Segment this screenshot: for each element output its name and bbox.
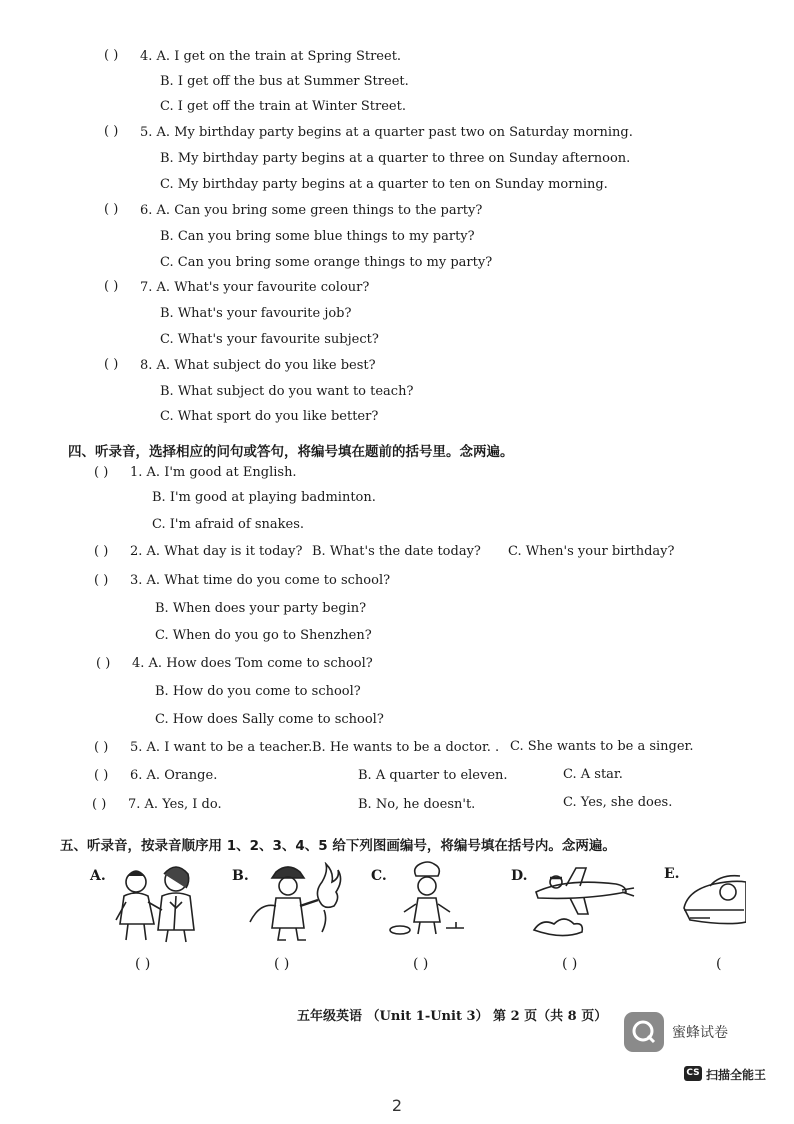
- picture-b-firefighter-icon: [246, 862, 346, 944]
- watermark-text: 蜜蜂试卷: [672, 1025, 728, 1041]
- picture-a-people-icon: [106, 862, 206, 944]
- answer-paren[interactable]: ( ): [104, 124, 119, 139]
- q4-option-c: C. How does Sally come to school?: [155, 712, 384, 727]
- q6-option-c: C. A star.: [563, 767, 623, 782]
- q6-option-b: B. A quarter to eleven.: [358, 768, 508, 783]
- option-a: 7. A. What's your favourite colour?: [140, 280, 370, 295]
- option-b: B. I get off the bus at Summer Street.: [160, 74, 409, 89]
- answer-paren[interactable]: ( ): [104, 357, 119, 372]
- answer-paren[interactable]: ( ): [92, 797, 107, 812]
- option-c: C. What's your favourite subject?: [160, 332, 379, 347]
- option-b: B. What subject do you want to teach?: [160, 384, 414, 399]
- watermark-logo-icon: [624, 1012, 664, 1052]
- option-a: 5. A. My birthday party begins at a quarter past two on Saturday morning.: [140, 125, 633, 140]
- answer-paren[interactable]: ( ): [96, 656, 111, 671]
- q7-option-b: B. No, he doesn't.: [358, 797, 476, 812]
- scanner-text: 扫描全能王: [706, 1068, 767, 1082]
- picture-c-answer-paren[interactable]: ( ): [413, 956, 429, 972]
- q5-option-a: 5. A. I want to be a teacher.: [130, 740, 313, 755]
- option-a: 8. A. What subject do you like best?: [140, 358, 376, 373]
- picture-label-c: C.: [371, 868, 387, 884]
- q1-option-a: 1. A. I'm good at English.: [130, 465, 297, 480]
- option-b: B. Can you bring some blue things to my party?: [160, 229, 475, 244]
- option-c: C. What sport do you like better?: [160, 409, 379, 424]
- answer-paren[interactable]: ( ): [94, 465, 109, 480]
- picture-label-e: E.: [664, 866, 680, 882]
- page-footer: 五年级英语 （Unit 1-Unit 3） 第 2 页（共 8 页）: [297, 1009, 608, 1024]
- q3-option-b: B. When does your party begin?: [155, 601, 367, 616]
- scanner-badge-icon: CS: [684, 1066, 702, 1081]
- page-number: 2: [391, 1096, 403, 1115]
- picture-c-chef-icon: [386, 860, 476, 942]
- q5-option-c: C. She wants to be a singer.: [510, 739, 694, 754]
- answer-paren[interactable]: ( ): [94, 544, 109, 559]
- answer-paren[interactable]: ( ): [104, 202, 119, 217]
- picture-label-a: A.: [90, 868, 106, 884]
- q1-option-c: C. I'm afraid of snakes.: [152, 517, 304, 532]
- answer-paren[interactable]: ( ): [104, 279, 119, 294]
- picture-label-b: B.: [232, 868, 249, 884]
- q7-option-a: 7. A. Yes, I do.: [128, 797, 222, 812]
- q2-option-b: B. What's the date today?: [312, 544, 481, 559]
- q3-option-c: C. When do you go to Shenzhen?: [155, 628, 372, 643]
- q2-option-a: 2. A. What day is it today?: [130, 544, 303, 559]
- option-c: C. Can you bring some orange things to my party?: [160, 255, 493, 270]
- option-b: B. My birthday party begins at a quarter to three on Sunday afternoon.: [160, 151, 631, 166]
- picture-e-car-icon: [680, 860, 746, 942]
- option-c: C. My birthday party begins at a quarter to ten on Sunday morning.: [160, 177, 608, 192]
- q4-option-a: 4. A. How does Tom come to school?: [132, 656, 373, 671]
- picture-a-answer-paren[interactable]: ( ): [135, 956, 151, 972]
- q6-option-a: 6. A. Orange.: [130, 768, 218, 783]
- answer-paren[interactable]: ( ): [94, 573, 109, 588]
- picture-d-answer-paren[interactable]: ( ): [562, 956, 578, 972]
- q3-option-a: 3. A. What time do you come to school?: [130, 573, 391, 588]
- picture-b-answer-paren[interactable]: ( ): [274, 956, 290, 972]
- q4-option-b: B. How do you come to school?: [155, 684, 361, 699]
- picture-d-airplane-icon: [526, 860, 636, 942]
- option-b: B. What's your favourite job?: [160, 306, 352, 321]
- answer-paren[interactable]: ( ): [94, 768, 109, 783]
- section4-title: 四、听录音，选择相应的问句或答句，将编号填在题前的括号里。念两遍。: [68, 444, 514, 460]
- option-a: 4. A. I get on the train at Spring Street.: [140, 49, 402, 64]
- q5-option-b: B. He wants to be a doctor. .: [312, 740, 500, 755]
- answer-paren[interactable]: ( ): [104, 48, 119, 63]
- answer-paren[interactable]: ( ): [94, 740, 109, 755]
- q7-option-c: C. Yes, she does.: [563, 795, 673, 810]
- q2-option-c: C. When's your birthday?: [508, 544, 675, 559]
- q1-option-b: B. I'm good at playing badminton.: [152, 490, 376, 505]
- option-c: C. I get off the train at Winter Street.: [160, 99, 406, 114]
- option-a: 6. A. Can you bring some green things to the party?: [140, 203, 483, 218]
- picture-e-answer-paren[interactable]: (: [716, 956, 722, 972]
- picture-label-d: D.: [511, 868, 528, 884]
- section5-title: 五、听录音，按录音顺序用 1、2、3、4、5 给下列图画编号，将编号填在括号内。念两遍。: [60, 838, 616, 854]
